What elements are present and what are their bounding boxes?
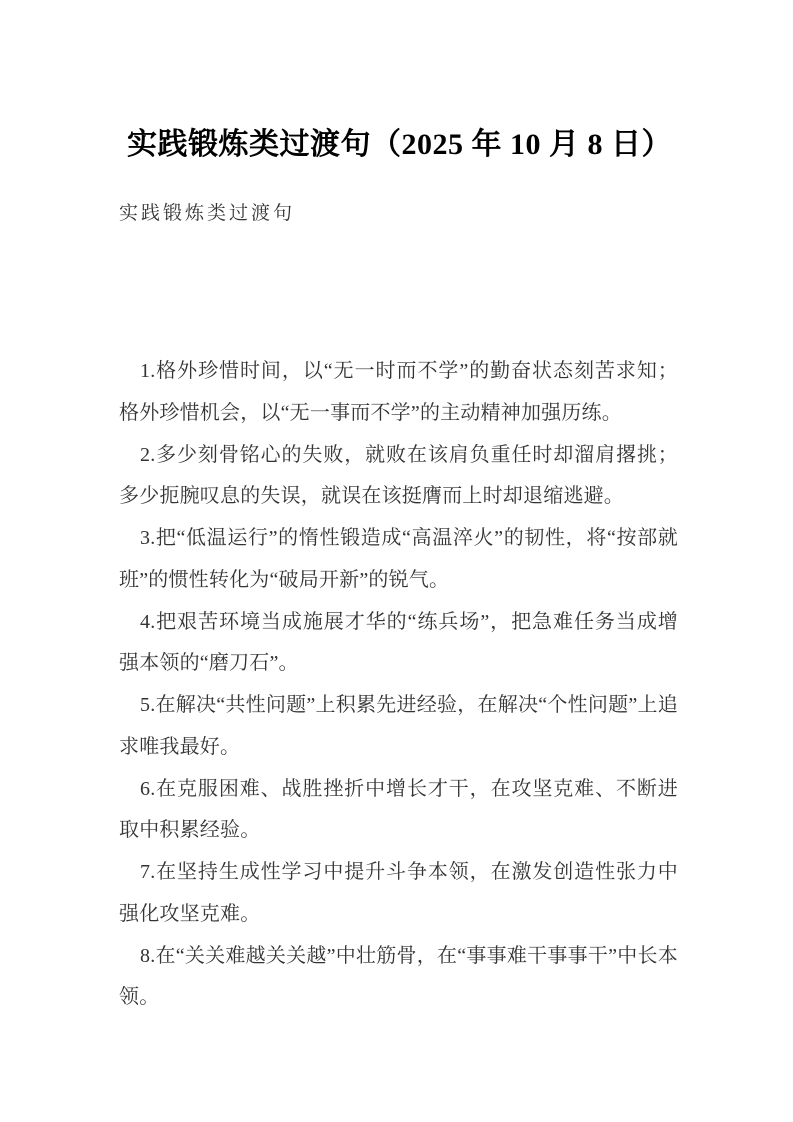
body-paragraph: 6.在克服困难、战胜挫折中增长才干，在攻坚克难、不断进取中积累经验。	[119, 777, 678, 842]
body-paragraph: 1.格外珍惜时间，以“无一时而不学”的勤奋状态刻苦求知；格外珍惜机会，以“无一事而不学”的主动精神加强历练。	[119, 360, 678, 424]
document-body	[119, 351, 678, 1019]
body-paragraph: 3.把“低温运行”的惰性锻造成“高温淬火”的韧性，将“按部就班”的惯性转化为“破局开新”的锐气。	[119, 527, 678, 591]
document-subtitle: 实践锻炼类过渡句	[119, 203, 296, 224]
body-paragraph: 2.多少刻骨铭心的失败，就败在该肩负重任时却溜肩撂挑；多少扼腕叹息的失误，就误在该挺膺而上时却退缩逃避。	[119, 443, 678, 508]
body-paragraph: 5.在解决“共性问题”上积累先进经验，在解决“个性问题”上追求唯我最好。	[119, 694, 678, 758]
body-paragraph: 7.在坚持生成性学习中提升斗争本领，在激发创造性张力中强化攻坚克难。	[119, 861, 678, 925]
body-paragraph: 4.把艰苦环境当成施展才华的“练兵场”，把急难任务当成增强本领的“磨刀石”。	[119, 610, 678, 675]
body-paragraph: 8.在“关关难越关关越”中壮筋骨，在“事事难干事事干”中长本领。	[119, 944, 678, 1009]
document-title: 实践锻炼类过渡句（2025 年 10 月 8 日）	[127, 128, 672, 161]
